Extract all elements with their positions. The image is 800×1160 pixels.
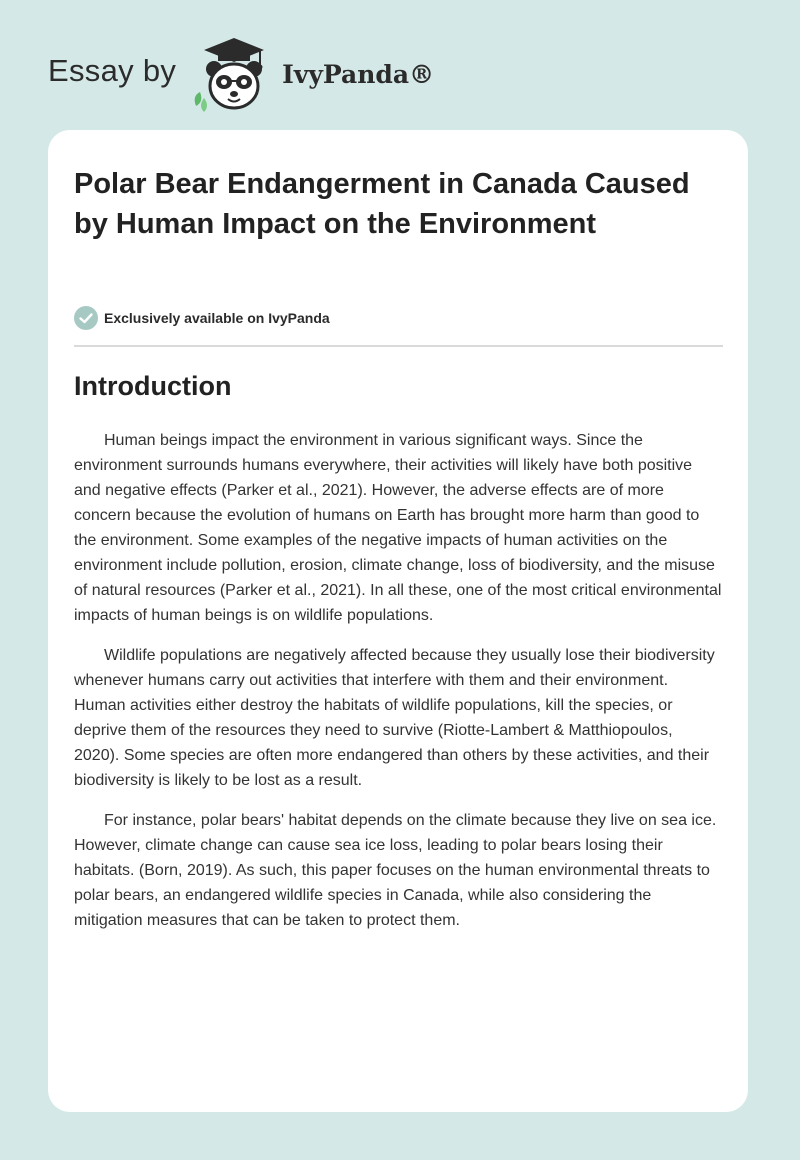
- essay-title: Polar Bear Endangerment in Canada Caused by Human Impact on the Environment: [74, 168, 690, 240]
- paragraph: Human beings impact the environment in various significant ways. Since the environment surrounds humans everywhere, their activities will likely have both positive and negative effects (Parker et al., 2021). However, the adverse effects are of more concern because the evolution of humans on Earth has brought more harm than good to the environment. Some examples of the negative impacts of human activities on the environment include pollution, erosion, climate change, loss of biodiversity, and the misuse of natural resources (Parker et al., 2021). In all these, one of the most critical environmental impacts of human beings is on wildlife populations.: [74, 432, 722, 624]
- check-circle-icon: [74, 306, 98, 330]
- badge-label: Exclusively available on IvyPanda: [104, 310, 330, 326]
- brand-name: IvyPanda®: [282, 59, 435, 89]
- paragraph: Wildlife populations are negatively affected because they usually lose their biodiversity whenever humans carry out activities that interfere with them and their environment. Human activities either destroy the habitats of wildlife populations, kill the species, or deprive them of the resources they need to survive (Riotte-Lambert & Matthiopoulos, 2020). Some species are often more endangered than others by these activities, and their biodiversity is likely to be lost as a result.: [74, 647, 715, 789]
- panda-graduate-logo-icon: [190, 36, 278, 112]
- divider: [74, 345, 723, 347]
- essay-card: [48, 130, 748, 1112]
- brand-prefix: Essay by: [48, 53, 177, 88]
- essay-body: [74, 428, 722, 948]
- paragraph: For instance, polar bears' habitat depends on the climate because they live on sea ice. However, climate change can cause sea ice loss, leading to polar bears losing their habitats. (Born, 2019). As such, this paper focuses on the human environmental threats to polar bears, an endangered wildlife species in Canada, while also considering the mitigation measures that can be taken to protect them.: [74, 812, 717, 929]
- section-heading: Introduction: [74, 371, 232, 401]
- brand-header[interactable]: [48, 34, 434, 114]
- exclusive-badge: [74, 306, 330, 330]
